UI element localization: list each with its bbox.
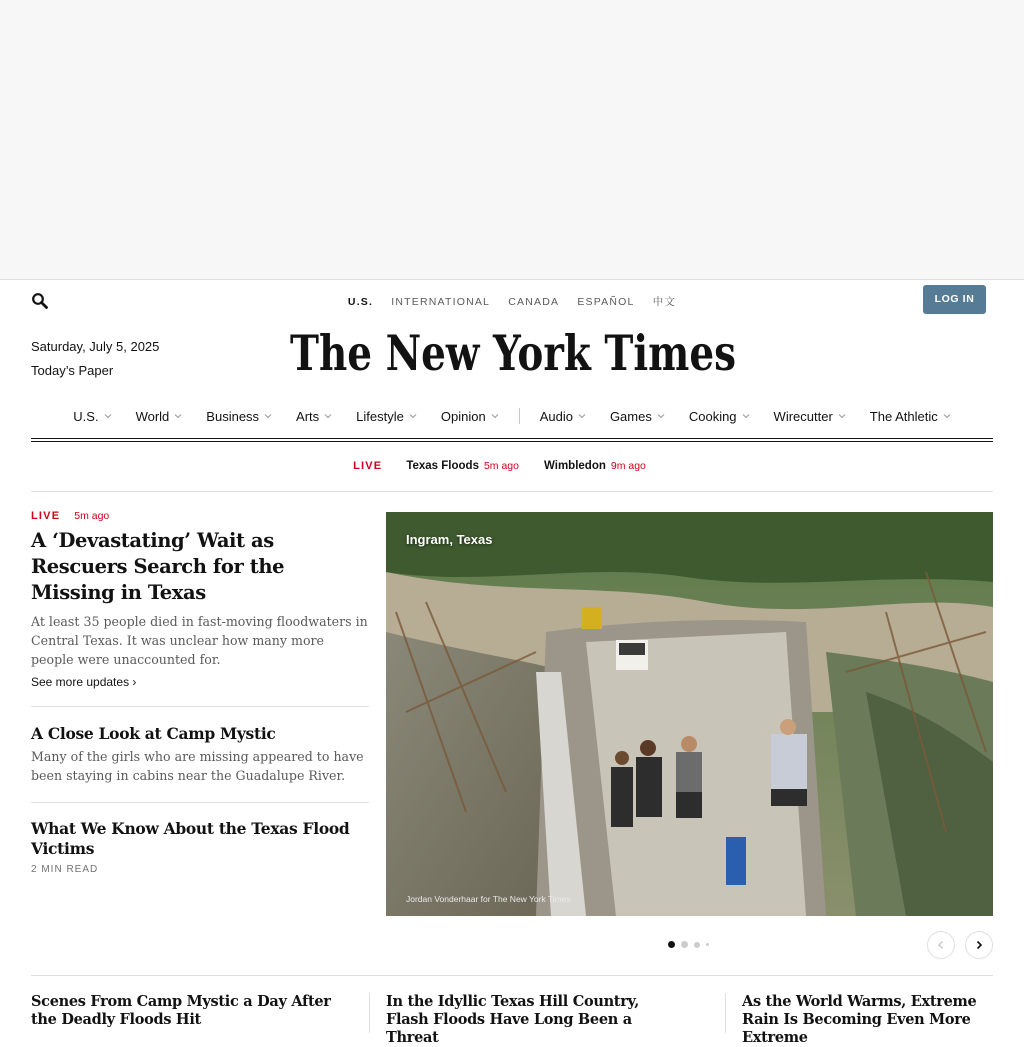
- carousel-dot-active[interactable]: [668, 941, 675, 948]
- todays-paper-link[interactable]: Today’s Paper: [31, 363, 114, 378]
- edition-switcher: [0, 294, 1024, 309]
- carousel-dot[interactable]: [681, 941, 688, 948]
- section-nav: [31, 404, 993, 428]
- story-headline[interactable]: What We Know About the Texas Flood Victims: [31, 819, 350, 858]
- chevron-down-icon: [838, 412, 846, 420]
- chevron-down-icon: [491, 412, 499, 420]
- carousel-dot[interactable]: [706, 943, 709, 946]
- nav-world[interactable]: [136, 409, 183, 424]
- lead-headline[interactable]: A ‘Devastating’ Wait as Rescuers Search for the Missing in Texas: [31, 529, 285, 604]
- story-divider: [31, 706, 369, 707]
- live-link-title: Wimbledon: [544, 460, 606, 472]
- live-link-time: 9m ago: [610, 460, 646, 472]
- nav-label: Wirecutter: [773, 408, 833, 424]
- edition-chinese[interactable]: 中文: [652, 296, 677, 308]
- chevron-down-icon: [409, 412, 417, 420]
- nav-rule: [31, 438, 993, 439]
- nav-label: Business: [206, 408, 260, 424]
- masthead-logo[interactable]: [288, 318, 738, 388]
- nav-label: Lifestyle: [356, 408, 404, 424]
- nav-lifestyle[interactable]: [356, 409, 417, 424]
- live-bar-rule: [31, 491, 993, 492]
- read-time: 2 MIN READ: [31, 864, 99, 875]
- bottom-story-headline[interactable]: In the Idyllic Texas Hill Country, Flash Floods Have Long Been a Threat: [386, 993, 640, 1046]
- nav-divider: [519, 408, 520, 424]
- edition-canada[interactable]: CANADA: [508, 296, 560, 308]
- chevron-down-icon: [578, 412, 586, 420]
- hero-caption: Ingram, Texas: [406, 532, 493, 547]
- live-label: LIVE: [353, 460, 383, 472]
- chevron-down-icon: [943, 412, 951, 420]
- nav-label: Opinion: [440, 408, 486, 424]
- lead-kicker: [31, 510, 369, 522]
- hero-image[interactable]: [386, 512, 993, 916]
- nav-label: U.S.: [73, 408, 99, 424]
- hero-photo: [386, 512, 993, 916]
- column-divider: [369, 993, 370, 1033]
- section-divider: [31, 975, 993, 976]
- story-divider: [31, 802, 369, 803]
- live-link-wimbledon[interactable]: [544, 460, 646, 472]
- nav-audio[interactable]: [540, 409, 586, 424]
- story-headline[interactable]: A Close Look at Camp Mystic: [31, 724, 276, 743]
- current-date: Saturday, July 5, 2025: [31, 339, 160, 354]
- chevron-down-icon: [657, 412, 665, 420]
- nav-label: The Athletic: [869, 408, 938, 424]
- nav-the-athletic[interactable]: [870, 409, 951, 424]
- nav-label: World: [135, 408, 170, 424]
- lead-timestamp: 5m ago: [74, 510, 110, 522]
- nav-arts[interactable]: [296, 409, 332, 424]
- nav-opinion[interactable]: [441, 409, 499, 424]
- chevron-down-icon: [104, 412, 112, 420]
- ad-placeholder: [0, 0, 1024, 280]
- lead-column: [31, 510, 369, 875]
- edition-international[interactable]: INTERNATIONAL: [391, 296, 491, 308]
- nav-label: Arts: [296, 408, 320, 424]
- chevron-right-icon: [974, 940, 984, 950]
- edition-us[interactable]: U.S.: [347, 296, 374, 308]
- live-label: LIVE: [31, 510, 61, 522]
- nav-label: Audio: [539, 408, 573, 424]
- carousel-dot[interactable]: [694, 942, 700, 948]
- column-divider: [725, 993, 726, 1033]
- live-link-time: 5m ago: [483, 460, 519, 472]
- carousel-prev-button[interactable]: [927, 931, 955, 959]
- nav-us[interactable]: [73, 409, 111, 424]
- nav-wirecutter[interactable]: [774, 409, 846, 424]
- nav-games[interactable]: [610, 409, 665, 424]
- live-link-title: Texas Floods: [406, 460, 479, 472]
- chevron-down-icon: [264, 412, 272, 420]
- chevron-down-icon: [324, 412, 332, 420]
- nav-cooking[interactable]: [689, 409, 750, 424]
- chevron-down-icon: [174, 412, 182, 420]
- masthead-text: The New York Times: [290, 324, 736, 382]
- bottom-story-headline[interactable]: As the World Warms, Extreme Rain Is Becoming Even More Extreme: [742, 993, 977, 1046]
- carousel-next-button[interactable]: [965, 931, 993, 959]
- nav-business[interactable]: [206, 409, 272, 424]
- see-more-updates-link[interactable]: See more updates ›: [31, 675, 137, 689]
- live-link-texas-floods[interactable]: [406, 460, 519, 472]
- nav-rule: [31, 441, 993, 442]
- login-button[interactable]: LOG IN: [923, 285, 986, 314]
- bottom-story-headline[interactable]: Scenes From Camp Mystic a Day After the Deadly Floods Hit: [31, 993, 331, 1028]
- carousel-dots: [668, 941, 715, 948]
- live-bar: [31, 456, 993, 476]
- nav-label: Cooking: [688, 408, 737, 424]
- edition-espanol[interactable]: ESPAÑOL: [577, 296, 635, 308]
- lead-summary: At least 35 people died in fast-moving floodwaters in Central Texas. It was unclear how many more people were unaccounted for.: [31, 614, 368, 667]
- chevron-down-icon: [742, 412, 750, 420]
- story-summary: Many of the girls who are missing appeared to have been staying in cabins near the Guadalupe River.: [31, 749, 364, 783]
- nav-label: Games: [609, 408, 652, 424]
- photo-credit: Jordan Vonderhaar for The New York Times: [406, 894, 571, 904]
- date-block: [31, 335, 159, 383]
- chevron-left-icon: [936, 940, 946, 950]
